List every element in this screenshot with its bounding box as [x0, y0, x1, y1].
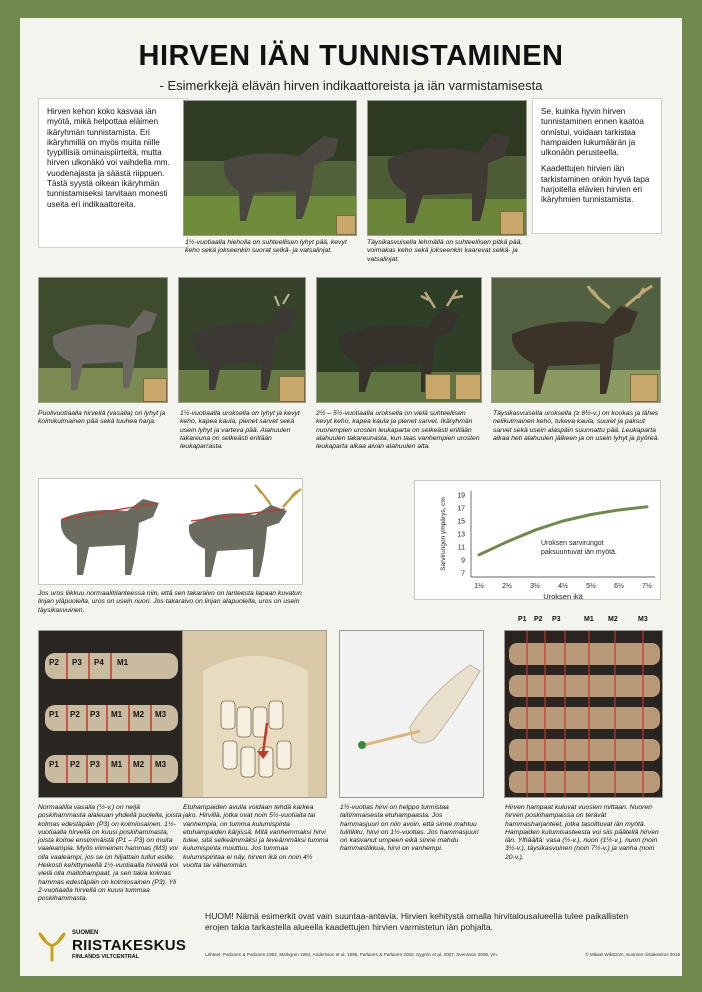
wear-header	[504, 616, 663, 628]
y-tick-label: 15	[457, 518, 465, 526]
intro-right-text-1: Se, kuinka hyvin hirven tunnistaminen ennen kaatoa onnistui, voidaan tarkistaa hampaiden lukumäärän ja ulkonäön perusteella.	[541, 107, 644, 158]
series-line	[479, 507, 647, 555]
tooth-label: M1	[584, 616, 594, 623]
head-profile-inset	[500, 211, 524, 235]
antler-chart	[414, 480, 661, 600]
x-tick-label: 5½	[586, 583, 596, 590]
y-tick-label: 13	[457, 531, 465, 539]
x-tick-label: 7½	[642, 583, 652, 590]
tooth-label: M3	[155, 760, 167, 769]
antler-logo-icon	[36, 930, 68, 962]
chart-annotation: Uroksen sarvirungot	[541, 540, 604, 548]
y-axis-label: Sarvirungon ympärys, cm	[440, 497, 447, 571]
caption-molar-wear: Hirven hampaat kuluvat vuosien mittaan. Nuoren hirven poskihampaissa on terävät hammasharjanteet, jotka tasoittuvat iän myötä. Hampaiden kulumisasteesta voi siis päätellä hirven iän. Ylhäältä: vasa (½-v.), nuori (1½-v.), nuori (noin 3½-v.), täysikasvuinen (noin 7½-v.) ja vanha (noin 20-v.).	[505, 804, 659, 861]
head-profile-inset	[143, 378, 167, 402]
y-tick-label: 19	[457, 492, 465, 500]
x-tick-label: 1½	[474, 583, 484, 590]
tooth-label: P2	[70, 710, 80, 719]
antler-chart-svg	[415, 481, 662, 601]
y-tick-label: 9	[461, 557, 465, 565]
head-profile-inset	[279, 376, 305, 402]
poster	[20, 18, 682, 976]
tooth-label: P3	[90, 710, 100, 719]
caption-adult-bull: Täysikasvuisella uroksella (≥ 6½-v.) on kookas ja lähes nelikulmainen keho, tukeva kaula, suuret ja paksut sarvet sekä usein alaspäin suunnattu pää. Leukaparta alkaa heti alahuulen jälkeen ja on usein lyhyt ja pyöreä.	[493, 410, 660, 442]
intro-left-box	[38, 98, 188, 248]
photo-cow	[367, 100, 527, 236]
photo-jaws	[38, 630, 183, 798]
caption-silhouettes: Jos uros liikkuu normaalitilanteessa niin, että sen takaraivo on lanteesta lapaan kuvatun linjan yläpuolella, uros on usein nuori. Jos takaraivo on linjan alapuolella, uros on usein täysikasvuinen.	[38, 590, 302, 614]
caption-cow: Täysikasvuisella lehmällä on suhteellisen pitkä pää, voimakas keho sekä jokseenkin kaarevat selkä- ja vatsalinjat.	[367, 239, 523, 263]
caption-matchstick: 1½-vuotias hirvi on helppo tunnistaa laitimmaisesta etuhampaasta. Jos hammasjuuri on niin avoin, että sinne mahtuu tulitikku, hirvi on 1½-vuotias. Jos hammasjuuri on kasvanut umpeen eikä sinne mahdu hammastikkua, hirvi on vanhempi.	[340, 804, 479, 853]
intro-left-text: Hirven kehon koko kasvaa iän myötä, mikä helpottaa eläimen ikäryhmän tunnistamista. Eri ikäryhmillä on myös muita niille tyypillisiä ominaispiirteitä, mutta hirven ulkonäkö voi vaihdella mm. vuodenajasta ja säästä riippuen. Tästä syystä oikean ikäryhmän tunnistamiseksi tarvitaan monesti useita eri indikaattoreita.	[47, 107, 170, 209]
photo-young-bull	[178, 277, 306, 403]
photo-molar-wear	[504, 630, 663, 798]
chart-annotation: paksuuntuvat iän myötä.	[541, 549, 617, 557]
caption-jaws: Normaalilla vasalla (½-v.) on neljä poskihammasta alaleuan yhdellä puolella, joista kolmas edestäpäin (P3) on kolmiosainen. 1½-vuotiaalla hirvellä on kuusi poskihammasta, joista kolme ensimmäistä (P1 – P3) on muita vaaleampia. Myös viimeinen hammas (M3) voi olla vaaleampi, jos se on hiljattain tullut esille. Heikosti kehittyneellä 1½-vuotiaalla hirvellä voi vielä olla maitohampaat, ja sen takia kolmas hammas edestäpäin on kolmiosainen (P3). Yli 2-vuotiaalla hirvellä on kuusi tummaa poskihammasta.	[38, 804, 182, 903]
tooth-label: M3	[155, 710, 167, 719]
tooth-label: M2	[608, 616, 618, 623]
intro-right-text-2: Kaadettujen hirvien iän tarkistaminen onkin hyvä tapa harjoitella elävien hirvien eri ikäryhmien tunnistamista.	[541, 164, 650, 205]
y-tick-label: 11	[457, 544, 465, 552]
logo	[36, 928, 206, 964]
tooth-label: P1	[49, 760, 59, 769]
page-subtitle: - Esimerkkejä elävän hirven indikaattoreista ja iän varmistamisesta	[159, 78, 543, 93]
caption-heifer: 1½-vuotiaalla hieholla on suhteellisen lyhyt pää, kevyt keho sekä jokseenkin suorat selkä- ja vatsalinjat.	[185, 239, 347, 255]
photo-matchstick-tooth	[339, 630, 484, 798]
caption-incisors: Etuhampaiden avulla voidaan tehdä karkea jako. Hirvillä, jotka ovat noin 5½-vuotiaita tai vanhempia, on tumma kulumispinta etuhampaiden kärjissä. Mitä vanhemmaksi hirvi tulee, sitä selkeämmäksi ja leveämmäksi tumma kulumispinta muuttuu. Jos tummaa kulumispintaa ei näy, hirven ikä on noin 4½ vuotta tai vähemmän.	[183, 804, 329, 870]
logo-line-2: RIISTAKESKUS	[72, 937, 187, 954]
credit: © Mikael Wikström, Suomen riistakeskus 2016	[585, 952, 680, 957]
head-profile-inset	[630, 374, 658, 402]
caption-calf: Puolivuotiaalla hirvellä (vasalla) on lyhyt ja kolmikulmainen pää sekä tuuhea harja.	[38, 410, 166, 426]
x-axis-label: Uroksen ikä	[543, 592, 583, 601]
caption-mid-bull: 2½ – 5½-vuotiaalla uroksella on vielä suhteellisen kevyt keho, kapea kaula ja pienet sarvet. Ikäryhmän nuorempien urosten leukaparta on selkeästi erillään alahuulen takareunasta, kun taas vanhempien urosten leukaparta alkaa aivan alahuulen alta.	[316, 410, 480, 451]
silhouette-panel	[38, 478, 303, 585]
logo-line-1: SUOMEN	[72, 930, 99, 936]
tooth-label: P1	[518, 616, 527, 623]
y-tick-label: 17	[457, 505, 465, 513]
photo-adult-bull	[491, 277, 661, 403]
intro-right-box	[532, 98, 662, 234]
tooth-label: M2	[133, 760, 145, 769]
tooth-label: M1	[111, 760, 123, 769]
photo-calf	[38, 277, 168, 403]
footer-note: HUOM! Nämä esimerkit ovat vain suuntaa-antavia. Hirvien kehitystä omalla hirvitalousalueella tulee paikallisten erojen takia tarkastella alueella kaadettujen hirvien varmistetun iän pohjalta.	[205, 911, 629, 932]
tooth-label: M2	[133, 710, 145, 719]
head-profile-inset	[425, 374, 451, 400]
tooth-label: P2	[49, 658, 59, 667]
tooth-label: M3	[638, 616, 648, 623]
x-tick-label: 3½	[530, 583, 540, 590]
tooth-label: P2	[534, 616, 543, 623]
x-tick-label: 4½	[558, 583, 568, 590]
tooth-label: M1	[111, 710, 123, 719]
tooth-label: P1	[49, 710, 59, 719]
logo-line-3: FINLANDS VILTCENTRAL	[72, 954, 140, 960]
caption-young-bull: 1½-vuotiaalla uroksella on lyhyt ja kevyt keho, kapea kaula, pienet sarvet sekä usein lyhyt ja varteva pää. Alahuulen takareuna on selkeästi erillään leukaparrasta.	[180, 410, 300, 451]
tooth-label: M1	[117, 658, 129, 667]
head-profile-inset	[336, 215, 356, 235]
photo-incisors	[182, 630, 327, 798]
tooth-label: P2	[70, 760, 80, 769]
tooth-label: P4	[94, 658, 104, 667]
tooth-label: P3	[552, 616, 561, 623]
head-profile-inset	[455, 374, 481, 400]
references: Lähteet: Parlanen & Parlanen 1982, Markgren 1994, Andersson et al. 1996, Parlanen & Parlanen 2002, Nygrén et al. 2007, Svensson 2008, ym.	[205, 952, 498, 957]
y-tick-label: 7	[461, 570, 465, 578]
tooth-label: P3	[90, 760, 100, 769]
photo-heifer	[183, 100, 357, 236]
page-title: HIRVEN IÄN TUNNISTAMINEN	[138, 40, 564, 72]
x-tick-label: 2½	[502, 583, 512, 590]
tooth-label: P3	[72, 658, 82, 667]
x-tick-label: 6½	[614, 583, 624, 590]
photo-mid-bull	[316, 277, 482, 403]
